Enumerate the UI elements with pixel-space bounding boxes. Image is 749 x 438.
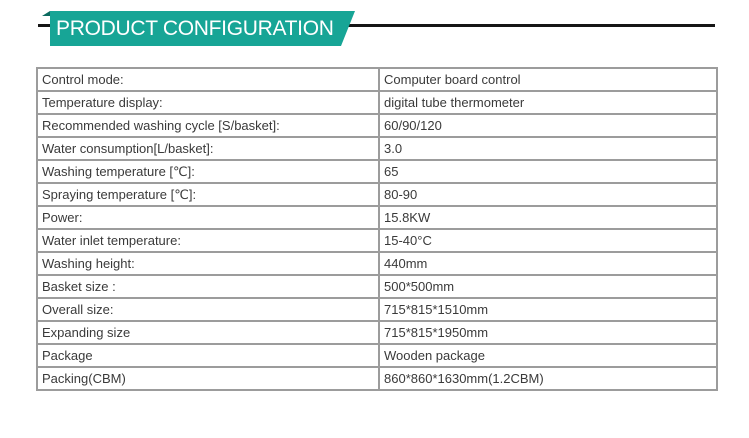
table-row	[37, 275, 717, 298]
spec-value: 440mm	[379, 252, 717, 275]
spec-value: 65	[379, 160, 717, 183]
section-title: PRODUCT CONFIGURATION	[56, 17, 334, 40]
spec-label: Washing temperature [℃]:	[37, 160, 379, 183]
table-row	[37, 321, 717, 344]
spec-value: 15-40°C	[379, 229, 717, 252]
table-row	[37, 68, 717, 91]
spec-value: 715*815*1950mm	[379, 321, 717, 344]
spec-value: 60/90/120	[379, 114, 717, 137]
spec-value: 3.0	[379, 137, 717, 160]
spec-label: Power:	[37, 206, 379, 229]
spec-label: Water consumption[L/basket]:	[37, 137, 379, 160]
spec-label: Spraying temperature [℃]:	[37, 183, 379, 206]
spec-value: 715*815*1510mm	[379, 298, 717, 321]
spec-label: Temperature display:	[37, 91, 379, 114]
spec-label: Overall size:	[37, 298, 379, 321]
spec-label: Expanding size	[37, 321, 379, 344]
table-row	[37, 298, 717, 321]
table-row	[37, 160, 717, 183]
table-row	[37, 344, 717, 367]
table-row	[37, 114, 717, 137]
spec-label: Packing(CBM)	[37, 367, 379, 390]
spec-label: Basket size :	[37, 275, 379, 298]
table-row	[37, 229, 717, 252]
table-row	[37, 183, 717, 206]
table-row	[37, 252, 717, 275]
spec-value: 500*500mm	[379, 275, 717, 298]
spec-table-body	[37, 68, 717, 390]
spec-label: Control mode:	[37, 68, 379, 91]
spec-value: Wooden package	[379, 344, 717, 367]
spec-table	[36, 67, 718, 391]
spec-label: Washing height:	[37, 252, 379, 275]
spec-value: 860*860*1630mm(1.2CBM)	[379, 367, 717, 390]
table-row	[37, 206, 717, 229]
spec-label: Recommended washing cycle [S/basket]:	[37, 114, 379, 137]
table-row	[37, 137, 717, 160]
spec-label: Water inlet temperature:	[37, 229, 379, 252]
table-row	[37, 91, 717, 114]
spec-value: 15.8KW	[379, 206, 717, 229]
table-row	[37, 367, 717, 390]
spec-label: Package	[37, 344, 379, 367]
section-banner	[42, 11, 355, 46]
spec-value: digital tube thermometer	[379, 91, 717, 114]
spec-value: 80-90	[379, 183, 717, 206]
spec-value: Computer board control	[379, 68, 717, 91]
